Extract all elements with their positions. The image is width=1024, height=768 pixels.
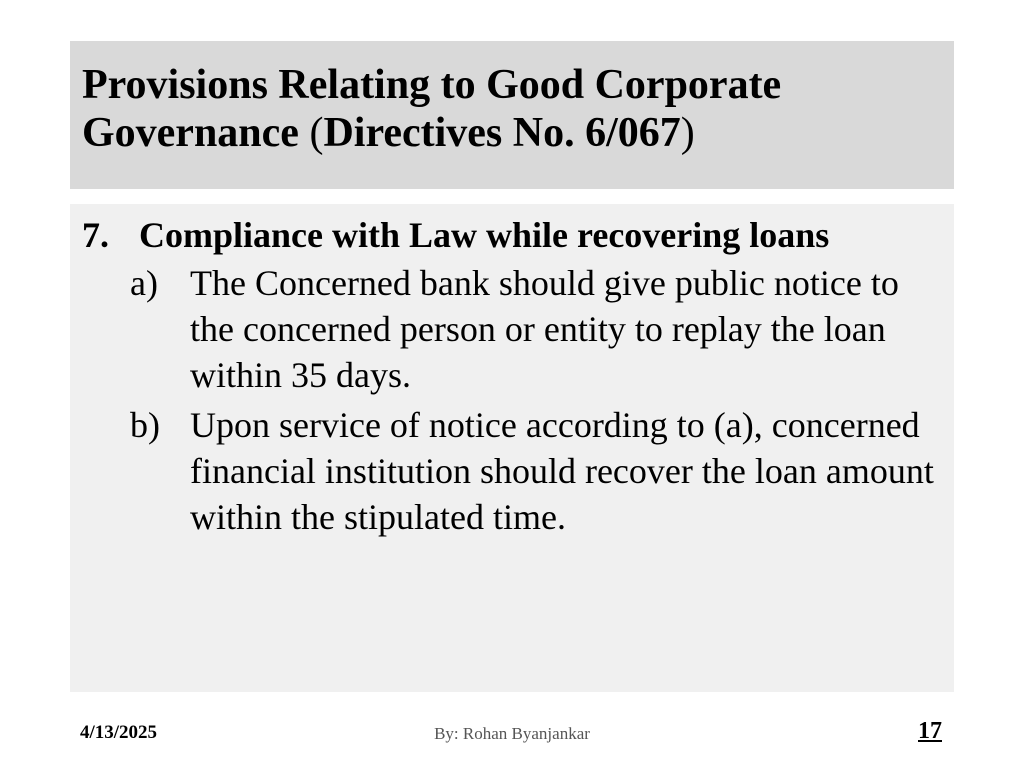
paren-close: ) <box>680 110 695 156</box>
sub-item-text: The Concerned bank should give public notice to the concerned person or entity to replay the loan within 35 days. <box>190 263 899 395</box>
sub-item-b <box>82 402 942 540</box>
sub-item-a <box>82 260 942 398</box>
content-box <box>70 204 954 692</box>
sub-item-letter: b) <box>130 405 160 445</box>
slide-title-line2b: Directives No. 6/067 <box>323 110 681 156</box>
sub-list <box>82 260 942 540</box>
paren-open: ( <box>309 110 324 156</box>
sub-item-letter: a) <box>130 263 158 303</box>
slide-title-line1: Provisions Relating to Good Corporate <box>82 62 782 108</box>
list-item-7 <box>82 212 942 258</box>
footer-author: By: Rohan Byanjankar <box>434 724 590 743</box>
item-number: 7. <box>82 215 109 255</box>
slide-title-line2a: Governance <box>82 110 310 156</box>
slide-title <box>82 61 942 157</box>
footer-date: 4/13/2025 <box>80 722 158 743</box>
page-number: 17 <box>918 718 942 744</box>
item-heading: Compliance with Law while recovering loans <box>139 215 830 255</box>
title-box <box>70 41 954 189</box>
sub-item-text: Upon service of notice according to (a), concerned financial institution should recover the loan amount within the stipulated time. <box>190 405 934 537</box>
